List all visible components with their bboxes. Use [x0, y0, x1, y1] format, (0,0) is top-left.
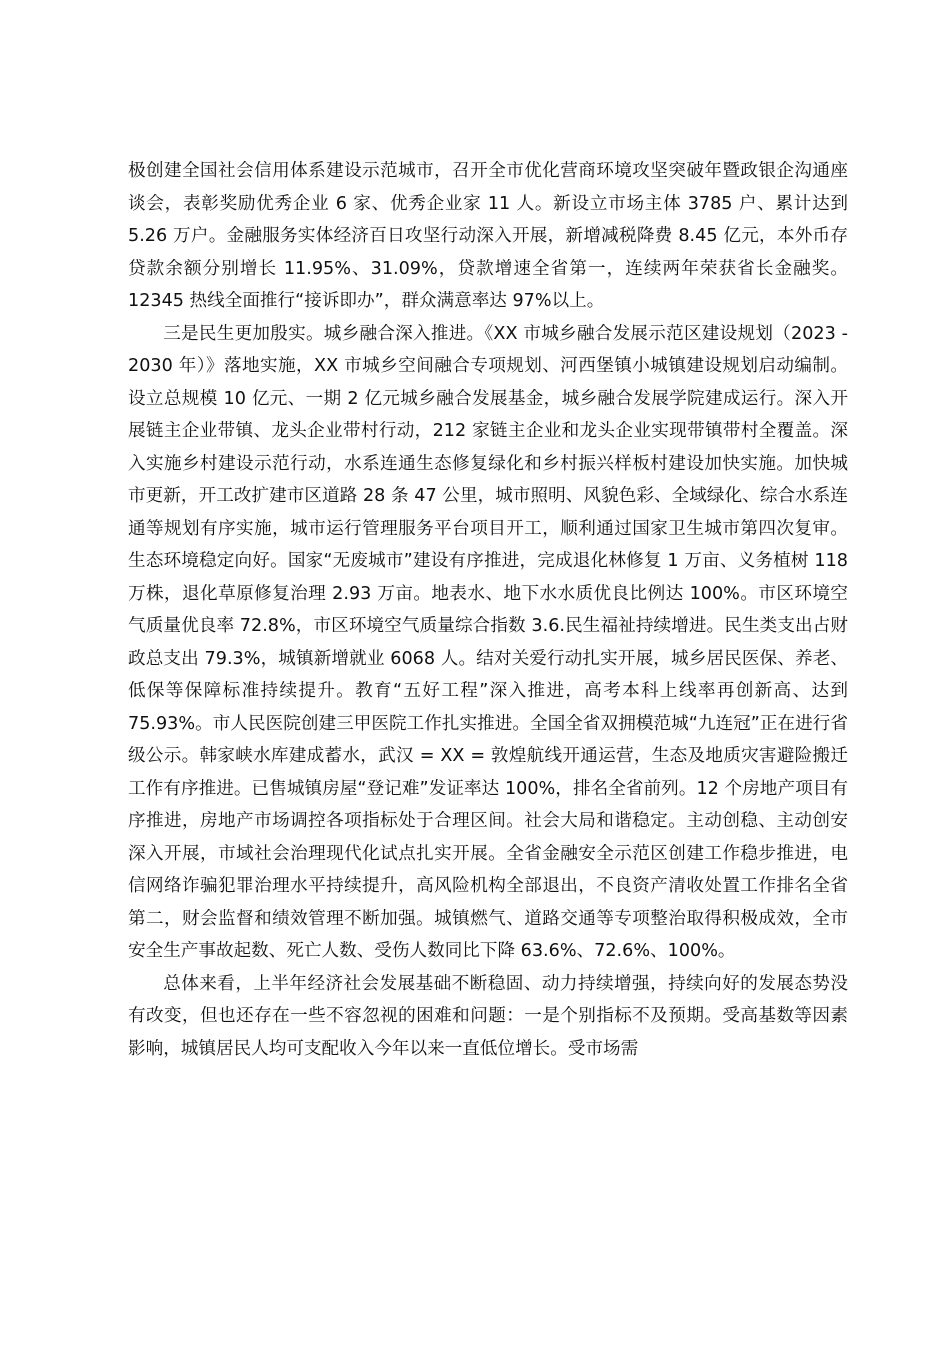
document-body	[128, 155, 848, 1065]
paragraph-livelihood: 三是民生更加殷实。城乡融合深入推进。《XX 市城乡融合发展示范区建设规划（2023 - 2030 年）》落地实施，XX 市城乡空间融合专项规划、河西堡镇小城镇建设规划启动编制。设立总规模 10 亿元、一期 2 亿元城乡融合发展基金，城乡融合发展学院建成运行。深入开展链主企业带镇、龙头企业带村行动，212 家链主企业和龙头企业实现带镇带村全覆盖。深入实施乡村建设示范行动，水系连通生态修复绿化和乡村振兴样板村建设加快实施。加快城市更新，开工改扩建市区道路 28 条 47 公里，城市照明、风貌色彩、全域绿化、综合水系连通等规划有序实施，城市运行管理服务平台项目开工，顺利通过国家卫生城市第四次复审。生态环境稳定向好。国家“无废城市”建设有序推进，完成退化林修复 1 万亩、义务植树 118 万株，退化草原修复治理 2.93 万亩。地表水、地下水水质优良比例达 100%。市区环境空气质量优良率 72.8%，市区环境空气质量综合指数 3.6.民生福祉持续增进。民生类支出占财政总支出 79.3%，城镇新增就业 6068 人。结对关爱行动扎实开展，城乡居民医保、养老、低保等保障标准持续提升。教育“五好工程”深入推进，高考本科上线率再创新高、达到 75.93%。市人民医院创建三甲医院工作扎实推进。全国全省双拥模范城“九连冠”正在进行省级公示。韩家峡水库建成蓄水，武汉 = XX = 敦煌航线开通运营，生态及地质灾害避险搬迁工作有序推进。已售城镇房屋“登记难”发证率达 100%，排名全省前列。12 个房地产项目有序推进，房地产市场调控各项指标处于合理区间。社会大局和谐稳定。主动创稳、主动创安深入开展，市域社会治理现代化试点扎实开展。全省金融安全示范区创建工作稳步推进，电信网络诈骗犯罪治理水平持续提升，高风险机构全部退出，不良资产清收处置工作排名全省第二，财会监督和绩效管理不断加强。城镇燃气、道路交通等专项整治取得积极成效，全市安全生产事故起数、死亡人数、受伤人数同比下降 63.6%、72.6%、100%。	[128, 323, 848, 961]
paragraph-summary: 总体来看，上半年经济社会发展基础不断稳固、动力持续增强，持续向好的发展态势没有改变，但也还存在一些不容忽视的困难和问题：一是个别指标不及预期。受高基数等因素影响，城镇居民人均可支配收入今年以来一直低位增长。受市场需	[128, 973, 848, 1059]
paragraph-credit-and-finance: 极创建全国社会信用体系建设示范城市，召开全市优化营商环境攻坚突破年暨政银企沟通座谈会，表彰奖励优秀企业 6 家、优秀企业家 11 人。新设立市场主体 3785 户、累计达到 5.26 万户。金融服务实体经济百日攻坚行动深入开展，新增减税降费 8.45 亿元，本外币存贷款余额分别增长 11.95%、31.09%，贷款增速全省第一，连续两年荣获省长金融奖。12345 热线全面推行“接诉即办”，群众满意率达 97%以上。	[128, 161, 848, 311]
